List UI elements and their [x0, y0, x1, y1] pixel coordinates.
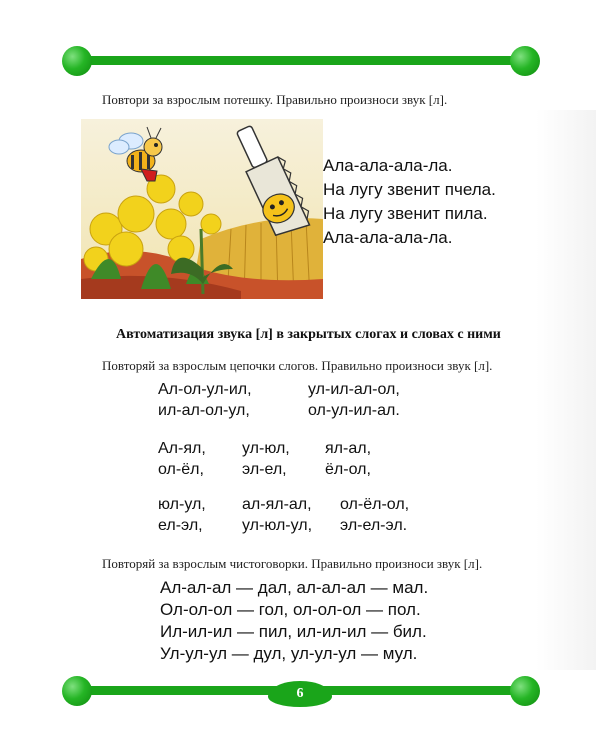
tongue-twister-line: Ул-ул-ул — дул, ул-ул-ул — мул. [160, 644, 418, 663]
section-heading: Автоматизация звука [л] в закрытых слогах и словах с ними [116, 327, 501, 342]
top-right-ball [510, 46, 540, 76]
bottom-right-ball [510, 676, 540, 706]
rhyme-line: На лугу звенит пчела. [323, 180, 496, 199]
syllable-item: юл-ул, [158, 496, 206, 513]
syllable-item: ил-ал-ол-ул, [158, 402, 250, 419]
syllable-item: ул-юл, [242, 440, 290, 457]
top-instruction: Повтори за взрослым потешку. Правильно произноси звук [л]. [102, 92, 448, 107]
rhyme-line: Ала-ала-ала-ла. [323, 156, 453, 175]
rhyme-line: На лугу звенит пила. [323, 204, 488, 223]
top-left-ball [62, 46, 92, 76]
tongue-twister-line: Ил-ил-ил — пил, ил-ил-ил — бил. [160, 622, 427, 641]
top-green-bar [68, 56, 524, 65]
syllable-item: ёл-ол, [325, 461, 371, 478]
tongue-twister-instruction: Повторяй за взрослым чистоговорки. Правильно произноси звук [л]. [102, 556, 483, 571]
tongue-twister-line: Ал-ал-ал — дал, ал-ал-ал — мал. [160, 578, 429, 597]
syllables-instruction: Повторяй за взрослым цепочки слогов. Правильно произноси звук [л]. [102, 358, 493, 373]
syllable-item: Ал-ял, [158, 440, 206, 457]
syllable-item: ул-ил-ал-ол, [308, 381, 400, 398]
syllable-item: ел-эл, [158, 517, 203, 534]
syllable-item: ал-ял-ал, [242, 496, 312, 513]
tongue-twister-line: Ол-ол-ол — гол, ол-ол-ол — пол. [160, 600, 421, 619]
page-number: 6 [268, 681, 332, 707]
bottom-left-ball [62, 676, 92, 706]
syllable-item: Ал-ол-ул-ил, [158, 381, 252, 398]
syllable-item: ол-ул-ил-ал. [308, 402, 400, 419]
bee-and-saw-in-meadow-illustration [81, 119, 323, 299]
syllable-item: эл-ел-эл. [340, 517, 408, 534]
rhyme-line: Ала-ала-ала-ла. [323, 228, 453, 247]
syllable-item: ол-ёл, [158, 461, 204, 478]
page-edge-shadow [536, 110, 596, 670]
syllable-item: эл-ел, [242, 461, 287, 478]
syllable-item: ул-юл-ул, [242, 517, 313, 534]
rhyme [323, 154, 496, 250]
syllable-item: ял-ал, [325, 440, 372, 457]
syllable-item: ол-ёл-ол, [340, 496, 410, 513]
